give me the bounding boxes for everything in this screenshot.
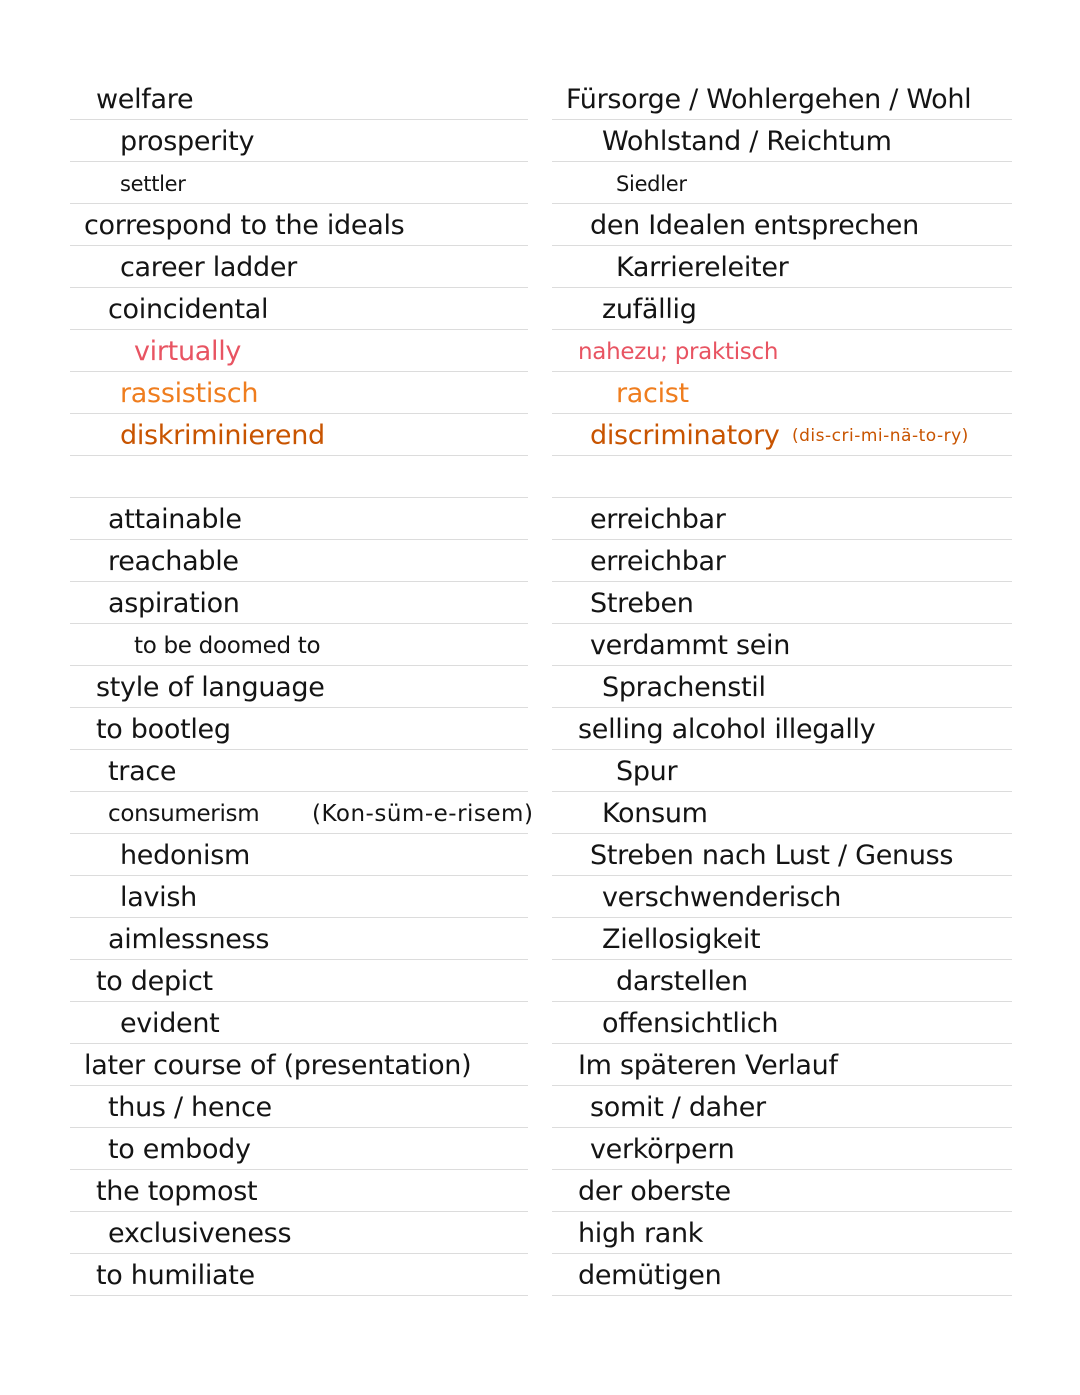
vocab-row xyxy=(70,708,528,750)
vocab-row xyxy=(70,204,528,246)
vocab-row xyxy=(552,1254,1012,1296)
vocab-row xyxy=(552,498,1012,540)
vocab-row xyxy=(552,330,1012,372)
vocab-row xyxy=(552,246,1012,288)
translation: Streben xyxy=(590,588,694,619)
vocab-row xyxy=(552,834,1012,876)
term: later course of (presentation) xyxy=(84,1050,472,1081)
translation: Fürsorge / Wohlergehen / Wohl xyxy=(566,84,972,115)
vocab-row xyxy=(552,582,1012,624)
term: career ladder xyxy=(120,252,297,283)
term: reachable xyxy=(108,546,239,577)
vocab-row xyxy=(552,1128,1012,1170)
translation: verkörpern xyxy=(590,1134,735,1165)
german-column xyxy=(552,78,1012,1296)
pronunciation-note: (dis-cri-mi-nä-to-ry) xyxy=(792,426,969,446)
term: to humiliate xyxy=(96,1260,255,1291)
term: lavish xyxy=(120,882,197,913)
vocab-row xyxy=(70,414,528,456)
vocab-row xyxy=(552,414,1012,456)
vocab-row xyxy=(552,162,1012,204)
term: trace xyxy=(108,756,177,787)
vocab-row xyxy=(552,876,1012,918)
vocab-row xyxy=(70,246,528,288)
translation: discriminatory xyxy=(590,420,780,451)
vocab-row xyxy=(552,960,1012,1002)
term: the topmost xyxy=(96,1176,258,1207)
term: rassistisch xyxy=(120,378,259,409)
term: thus / hence xyxy=(108,1092,272,1123)
vocab-row xyxy=(70,792,534,834)
vocab-row xyxy=(552,1086,1012,1128)
vocab-row xyxy=(552,120,1012,162)
vocab-row xyxy=(70,750,528,792)
term: correspond to the ideals xyxy=(84,210,405,241)
translation: racist xyxy=(616,378,689,409)
vocab-row xyxy=(70,1086,528,1128)
translation: erreichbar xyxy=(590,546,726,577)
term: style of language xyxy=(96,672,325,703)
blank-row xyxy=(70,456,528,498)
vocab-row xyxy=(70,960,528,1002)
vocab-row xyxy=(70,834,528,876)
translation: Konsum xyxy=(602,798,708,829)
translation: offensichtlich xyxy=(602,1008,779,1039)
translation: Spur xyxy=(616,756,678,787)
translation: der oberste xyxy=(578,1176,731,1207)
translation: zufällig xyxy=(602,294,697,325)
english-column xyxy=(70,78,534,1296)
translation: Wohlstand / Reichtum xyxy=(602,126,892,157)
vocab-row xyxy=(70,666,528,708)
vocab-row xyxy=(70,120,528,162)
term: hedonism xyxy=(120,840,250,871)
term: welfare xyxy=(96,84,194,115)
translation: Ziellosigkeit xyxy=(602,924,761,955)
vocab-row xyxy=(552,78,1012,120)
vocab-row xyxy=(552,918,1012,960)
vocab-row xyxy=(552,1044,1012,1086)
vocab-row xyxy=(70,540,528,582)
vocab-row xyxy=(70,918,528,960)
vocab-row xyxy=(70,624,528,666)
translation: selling alcohol illegally xyxy=(578,714,876,745)
term: exclusiveness xyxy=(108,1218,292,1249)
term: aspiration xyxy=(108,588,240,619)
vocab-row xyxy=(70,1128,528,1170)
blank-row xyxy=(552,456,1012,498)
vocab-row xyxy=(552,540,1012,582)
term: aimlessness xyxy=(108,924,270,955)
term: attainable xyxy=(108,504,242,535)
pronunciation-note: (Kon-süm-e-risem) xyxy=(312,801,534,827)
vocab-row xyxy=(552,1212,1012,1254)
vocab-row xyxy=(70,1002,528,1044)
translation: nahezu; praktisch xyxy=(578,339,779,365)
translation: verdammt sein xyxy=(590,630,791,661)
term: diskriminierend xyxy=(120,420,325,451)
vocab-row xyxy=(552,666,1012,708)
term: evident xyxy=(120,1008,220,1039)
vocab-row xyxy=(70,1044,528,1086)
vocab-row xyxy=(70,498,528,540)
vocab-row xyxy=(552,372,1012,414)
term: to depict xyxy=(96,966,213,997)
vocab-row xyxy=(70,330,528,372)
vocab-row xyxy=(552,708,1012,750)
vocab-row xyxy=(552,624,1012,666)
vocab-row xyxy=(552,204,1012,246)
term: prosperity xyxy=(120,126,255,157)
term: to be doomed to xyxy=(134,633,321,659)
translation: Streben nach Lust / Genuss xyxy=(590,840,954,871)
vocab-row xyxy=(70,582,528,624)
term: consumerism xyxy=(108,801,260,827)
vocab-row xyxy=(552,1170,1012,1212)
vocab-row xyxy=(70,372,528,414)
vocab-row xyxy=(70,78,528,120)
translation: den Idealen entsprechen xyxy=(590,210,919,241)
term: settler xyxy=(120,172,186,196)
translation: Sprachenstil xyxy=(602,672,766,703)
vocab-row xyxy=(70,876,528,918)
term: to bootleg xyxy=(96,714,231,745)
vocab-row xyxy=(70,1212,528,1254)
translation: demütigen xyxy=(578,1260,722,1291)
translation: high rank xyxy=(578,1218,704,1249)
vocab-row xyxy=(552,750,1012,792)
vocab-row xyxy=(552,792,1012,834)
translation: Siedler xyxy=(616,172,687,196)
translation: darstellen xyxy=(616,966,748,997)
translation: erreichbar xyxy=(590,504,726,535)
vocab-row xyxy=(552,1002,1012,1044)
vocab-row xyxy=(70,162,528,204)
translation: Im späteren Verlauf xyxy=(578,1050,838,1081)
vocab-row xyxy=(70,288,528,330)
vocab-row xyxy=(70,1170,528,1212)
translation: verschwenderisch xyxy=(602,882,842,913)
vocab-row xyxy=(552,288,1012,330)
vocab-row xyxy=(70,1254,528,1296)
translation: Karriereleiter xyxy=(616,252,789,283)
translation: somit / daher xyxy=(590,1092,766,1123)
term: to embody xyxy=(108,1134,251,1165)
term: coincidental xyxy=(108,294,269,325)
term: virtually xyxy=(134,336,242,367)
